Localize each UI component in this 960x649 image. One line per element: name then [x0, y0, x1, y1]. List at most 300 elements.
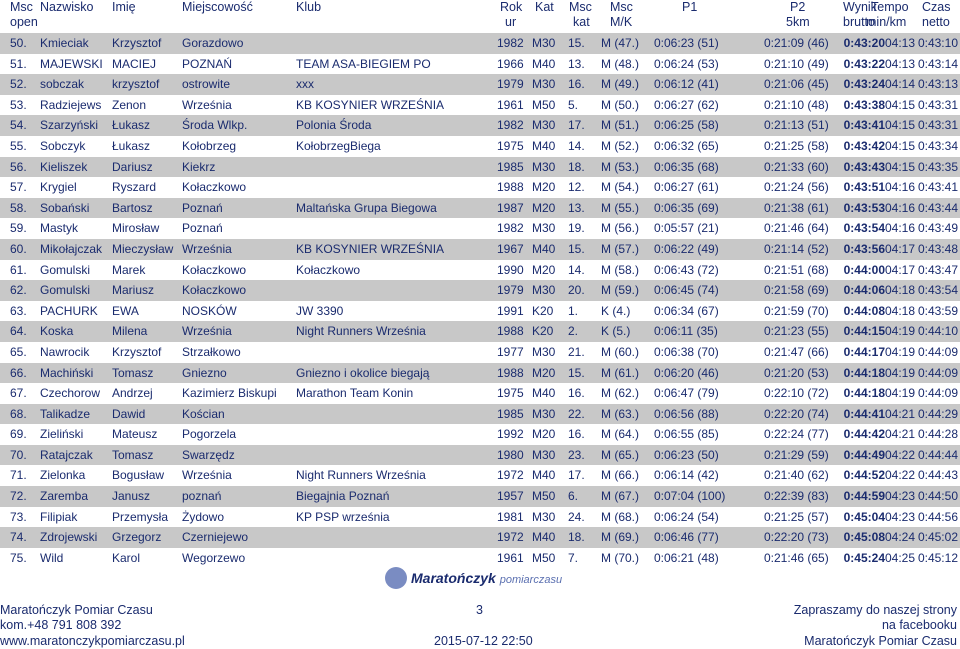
cell-pace: 04:16	[884, 221, 915, 236]
cell-split-p2: 0:22:39 (83)	[764, 489, 829, 504]
cell-surname: Mikołajczak	[40, 241, 103, 256]
cell-net-time: 0:43:35	[917, 159, 958, 174]
cell-net-time: 0:44:29	[917, 406, 958, 421]
cell-place: 73.	[10, 509, 27, 524]
cell-city: POZNAŃ	[182, 56, 233, 71]
table-row	[0, 383, 960, 404]
cell-club: JW 3390	[296, 303, 344, 318]
cell-split-p1: 0:06:32 (65)	[654, 138, 719, 153]
footer-facebook: na facebooku	[881, 618, 957, 632]
cell-gender-place: M (51.)	[601, 118, 640, 133]
cell-first-name: Tomasz	[112, 447, 154, 462]
cell-first-name: EWA	[112, 303, 139, 318]
cell-gross-time: 0:45:04	[843, 509, 885, 524]
table-row	[0, 218, 960, 239]
cell-pace: 04:17	[884, 241, 915, 256]
cell-first-name: Bartosz	[112, 200, 153, 215]
cell-category-place: 18.	[568, 530, 585, 545]
cell-gender-place: M (64.)	[601, 427, 640, 442]
cell-category-place: 20.	[568, 283, 585, 298]
cell-gender-place: M (47.)	[601, 36, 640, 50]
cell-split-p1: 0:06:27 (62)	[654, 97, 719, 112]
cell-birth-year: 1988	[497, 180, 524, 195]
cell-split-p2: 0:21:24 (56)	[764, 180, 829, 195]
cell-gender-place: M (60.)	[601, 344, 640, 359]
header-nazwisko: Nazwisko	[40, 0, 94, 14]
cell-split-p2: 0:21:46 (64)	[764, 221, 829, 236]
cell-gross-time: 0:44:42	[843, 427, 885, 442]
cell-category-place: 15.	[568, 241, 585, 256]
cell-split-p1: 0:06:45 (74)	[654, 283, 719, 298]
cell-split-p1: 0:06:24 (54)	[654, 509, 719, 524]
cell-surname: Gomulski	[40, 283, 91, 298]
header-netto: netto	[922, 15, 950, 29]
cell-gross-time: 0:43:38	[843, 97, 885, 112]
cell-pace: 04:25	[884, 550, 915, 565]
cell-city: Kołaczkowo	[182, 262, 247, 277]
cell-first-name: Przemysła	[112, 509, 169, 524]
cell-first-name: krzysztof	[112, 77, 160, 92]
cell-gender-place: M (69.)	[601, 530, 640, 545]
cell-category-place: 14.	[568, 262, 585, 277]
cell-gender-place: M (57.)	[601, 241, 640, 256]
cell-birth-year: 1988	[497, 324, 524, 339]
cell-gross-time: 0:43:43	[843, 159, 885, 174]
cell-split-p1: 0:06:35 (68)	[654, 159, 719, 174]
cell-birth-year: 1991	[497, 303, 524, 318]
cell-split-p1: 0:06:12 (41)	[654, 77, 719, 92]
cell-birth-year: 1987	[497, 200, 524, 215]
cell-gross-time: 0:44:00	[843, 262, 885, 277]
stopwatch-icon	[385, 567, 407, 589]
table-row	[0, 95, 960, 116]
cell-place: 53.	[10, 97, 27, 112]
cell-place: 59.	[10, 221, 27, 236]
cell-pace: 04:15	[884, 159, 915, 174]
cell-club: Polonia Środa	[296, 118, 372, 133]
cell-city: NOSKÓW	[182, 303, 237, 318]
cell-gross-time: 0:43:42	[843, 138, 885, 153]
header-miejscowosc: Miejscowość	[182, 0, 253, 14]
cell-gross-time: 0:45:08	[843, 530, 885, 545]
cell-club: Biegajnia Poznań	[296, 489, 390, 504]
cell-city: Strzałkowo	[182, 344, 241, 359]
table-row	[0, 342, 960, 363]
cell-net-time: 0:44:44	[917, 447, 958, 462]
cell-net-time: 0:44:09	[917, 344, 958, 359]
header-msc-mk: Msc	[610, 0, 633, 14]
cell-gross-time: 0:44:18	[843, 365, 885, 380]
cell-category: M40	[532, 241, 556, 256]
cell-city: Kołaczkowo	[182, 283, 247, 298]
cell-gender-place: M (56.)	[601, 221, 640, 236]
cell-birth-year: 1982	[497, 36, 524, 50]
cell-pace: 04:19	[884, 365, 915, 380]
cell-gender-place: M (61.)	[601, 365, 640, 380]
cell-city: Żydowo	[182, 509, 225, 524]
cell-birth-year: 1985	[497, 159, 524, 174]
cell-birth-year: 1966	[497, 56, 524, 71]
cell-net-time: 0:45:02	[917, 530, 958, 545]
cell-birth-year: 1972	[497, 530, 524, 545]
cell-net-time: 0:43:41	[917, 180, 958, 195]
cell-gross-time: 0:44:08	[843, 303, 885, 318]
cell-surname: MAJEWSKI	[40, 56, 103, 71]
cell-pace: 04:16	[884, 180, 915, 195]
header-mk: M/K	[610, 15, 633, 29]
cell-gross-time: 0:44:49	[843, 447, 885, 462]
cell-club: KB KOSYNIER WRZEŚNIA	[296, 241, 445, 256]
cell-category: K20	[532, 324, 554, 339]
table-row	[0, 74, 960, 95]
cell-category-place: 17.	[568, 118, 585, 133]
cell-category-place: 13.	[568, 56, 585, 71]
cell-birth-year: 1985	[497, 406, 524, 421]
cell-birth-year: 1972	[497, 468, 524, 483]
cell-surname: Machiński	[40, 365, 94, 380]
cell-split-p2: 0:21:20 (53)	[764, 365, 829, 380]
cell-net-time: 0:43:59	[917, 303, 958, 318]
footer-website-link[interactable]: www.maratonczykpomiarczasu.pl	[0, 634, 185, 648]
cell-place: 69.	[10, 427, 27, 442]
cell-first-name: Krzysztof	[112, 344, 162, 359]
cell-birth-year: 1981	[497, 509, 524, 524]
cell-club: Maltańska Grupa Biegowa	[296, 200, 437, 215]
cell-first-name: Dawid	[112, 406, 146, 421]
table-row	[0, 198, 960, 219]
cell-gender-place: K (5.)	[601, 324, 631, 339]
cell-category-place: 14.	[568, 138, 585, 153]
cell-city: Września	[182, 97, 232, 112]
cell-club: Night Runners Września	[296, 468, 426, 483]
cell-birth-year: 1957	[497, 489, 524, 504]
cell-place: 51.	[10, 56, 27, 71]
cell-split-p2: 0:22:10 (72)	[764, 386, 829, 401]
cell-split-p1: 0:06:24 (53)	[654, 56, 719, 71]
cell-surname: Koska	[40, 324, 74, 339]
cell-category-place: 16.	[568, 386, 585, 401]
header-msc-kat: Msc	[569, 0, 592, 14]
table-row	[0, 527, 960, 548]
cell-split-p1: 0:06:38 (70)	[654, 344, 719, 359]
cell-place: 68.	[10, 406, 27, 421]
cell-surname: Krygiel	[40, 180, 77, 195]
cell-city: Kiekrz	[182, 159, 216, 174]
cell-first-name: Milena	[112, 324, 148, 339]
cell-gender-place: M (54.)	[601, 180, 640, 195]
cell-pace: 04:23	[884, 509, 915, 524]
cell-gross-time: 0:44:15	[843, 324, 885, 339]
cell-pace: 04:22	[884, 468, 915, 483]
cell-city: Poznań	[182, 221, 223, 236]
footer-company: Maratończyk Pomiar Czasu	[0, 603, 153, 617]
cell-category-place: 6.	[568, 489, 579, 504]
cell-place: 75.	[10, 550, 27, 565]
cell-gender-place: M (50.)	[601, 97, 640, 112]
cell-first-name: Łukasz	[112, 118, 151, 133]
cell-gross-time: 0:43:41	[843, 118, 885, 133]
cell-club: KołobrzegBiega	[296, 138, 381, 153]
cell-club: KP PSP września	[296, 509, 390, 524]
table-row	[0, 363, 960, 384]
cell-surname: PACHURK	[40, 303, 98, 318]
cell-city: Gorazdowo	[182, 36, 244, 50]
cell-category-place: 2.	[568, 324, 579, 339]
cell-split-p1: 0:06:46 (77)	[654, 530, 719, 545]
cell-split-p1: 0:06:14 (42)	[654, 468, 719, 483]
logo-sub: pomiarczasu	[499, 574, 563, 586]
cell-gender-place: M (66.)	[601, 468, 640, 483]
cell-club: TEAM ASA-BIEGIEM PO	[296, 56, 431, 71]
cell-city: Kołaczkowo	[182, 180, 247, 195]
cell-gender-place: M (55.)	[601, 200, 640, 215]
cell-split-p2: 0:21:06 (45)	[764, 77, 829, 92]
cell-split-p1: 0:06:23 (50)	[654, 447, 719, 462]
cell-split-p1: 0:06:25 (58)	[654, 118, 719, 133]
cell-net-time: 0:45:12	[917, 550, 958, 565]
cell-birth-year: 1992	[497, 427, 524, 442]
header-5km: 5km	[786, 15, 810, 29]
cell-gender-place: K (4.)	[601, 303, 631, 318]
cell-category: M30	[532, 447, 556, 462]
cell-gender-place: M (52.)	[601, 138, 640, 153]
cell-place: 64.	[10, 324, 27, 339]
table-row	[0, 445, 960, 466]
cell-split-p2: 0:22:20 (74)	[764, 406, 829, 421]
cell-net-time: 0:44:56	[917, 509, 958, 524]
table-row	[0, 321, 960, 342]
cell-first-name: Mirosław	[112, 221, 160, 236]
cell-category: M20	[532, 180, 556, 195]
header-minkm: min/km	[866, 15, 907, 29]
cell-net-time: 0:43:31	[917, 97, 958, 112]
cell-place: 63.	[10, 303, 27, 318]
footer-invite: Zapraszamy do naszej strony	[793, 603, 957, 617]
cell-club: xxx	[296, 77, 314, 92]
table-row	[0, 301, 960, 322]
cell-split-p2: 0:21:13 (51)	[764, 118, 829, 133]
cell-net-time: 0:43:13	[917, 77, 958, 92]
cell-category: M20	[532, 427, 556, 442]
cell-split-p2: 0:21:25 (57)	[764, 509, 829, 524]
cell-birth-year: 1975	[497, 386, 524, 401]
cell-category: M30	[532, 406, 556, 421]
cell-category: M40	[532, 56, 556, 71]
cell-pace: 04:14	[884, 77, 915, 92]
cell-split-p1: 0:07:04 (100)	[654, 489, 726, 504]
cell-net-time: 0:43:47	[917, 262, 958, 277]
cell-split-p1: 0:06:27 (61)	[654, 180, 719, 195]
cell-split-p2: 0:22:24 (77)	[764, 427, 829, 442]
cell-pace: 04:23	[884, 489, 915, 504]
cell-category-place: 15.	[568, 36, 585, 50]
cell-place: 67.	[10, 386, 27, 401]
cell-surname: Nawrocik	[40, 344, 90, 359]
cell-first-name: Łukasz	[112, 138, 151, 153]
cell-split-p2: 0:21:14 (52)	[764, 241, 829, 256]
cell-club: Marathon Team Konin	[296, 386, 414, 401]
cell-category: M20	[532, 262, 556, 277]
header-p1: P1	[682, 0, 698, 14]
cell-category: M30	[532, 509, 556, 524]
cell-birth-year: 1975	[497, 138, 524, 153]
cell-net-time: 0:44:09	[917, 365, 958, 380]
cell-category-place: 15.	[568, 365, 585, 380]
cell-city: Wegorzewo	[182, 550, 246, 565]
cell-pace: 04:21	[884, 406, 915, 421]
cell-place: 57.	[10, 180, 27, 195]
cell-place: 54.	[10, 118, 27, 133]
cell-place: 60.	[10, 241, 27, 256]
cell-first-name: Mieczysław	[112, 241, 174, 256]
cell-category: M40	[532, 530, 556, 545]
cell-gross-time: 0:43:53	[843, 200, 885, 215]
cell-split-p1: 0:06:47 (79)	[654, 386, 719, 401]
cell-category-place: 17.	[568, 468, 585, 483]
cell-place: 65.	[10, 344, 27, 359]
cell-category: M30	[532, 77, 556, 92]
cell-first-name: Tomasz	[112, 365, 154, 380]
cell-split-p2: 0:22:20 (73)	[764, 530, 829, 545]
table-header	[0, 0, 960, 32]
header-klub: Klub	[296, 0, 322, 14]
cell-surname: Zdrojewski	[40, 530, 98, 545]
cell-net-time: 0:43:10	[917, 36, 958, 50]
table-row	[0, 507, 960, 528]
cell-split-p1: 0:06:56 (88)	[654, 406, 719, 421]
cell-place: 71.	[10, 468, 27, 483]
cell-city: Pogorzela	[182, 427, 237, 442]
cell-first-name: Grzegorz	[112, 530, 162, 545]
cell-net-time: 0:44:09	[917, 386, 958, 401]
cell-surname: sobczak	[40, 77, 85, 92]
cell-gender-place: M (68.)	[601, 509, 640, 524]
cell-birth-year: 1977	[497, 344, 524, 359]
cell-first-name: Dariusz	[112, 159, 153, 174]
cell-first-name: Marek	[112, 262, 146, 277]
cell-birth-year: 1982	[497, 118, 524, 133]
header-rok: Rok	[500, 0, 523, 14]
cell-gross-time: 0:44:06	[843, 283, 885, 298]
cell-category-place: 12.	[568, 180, 585, 195]
results-table	[0, 33, 960, 568]
cell-net-time: 0:43:48	[917, 241, 958, 256]
cell-split-p1: 0:06:23 (51)	[654, 36, 719, 50]
cell-net-time: 0:43:31	[917, 118, 958, 133]
cell-surname: Zielonka	[40, 468, 86, 483]
cell-category-place: 1.	[568, 303, 579, 318]
cell-pace: 04:19	[884, 344, 915, 359]
cell-surname: Szarzyński	[40, 118, 99, 133]
cell-surname: Filipiak	[40, 509, 78, 524]
cell-city: Września	[182, 468, 232, 483]
cell-surname: Kmieciak	[40, 36, 89, 50]
cell-birth-year: 1967	[497, 241, 524, 256]
cell-club: KB KOSYNIER WRZEŚNIA	[296, 97, 445, 112]
table-row	[0, 33, 960, 54]
cell-place: 62.	[10, 283, 27, 298]
cell-net-time: 0:44:50	[917, 489, 958, 504]
header-p2: P2	[790, 0, 806, 14]
header-tempo: Tempo	[871, 0, 909, 14]
cell-surname: Sobański	[40, 200, 90, 215]
cell-first-name: Karol	[112, 550, 141, 565]
cell-gender-place: M (48.)	[601, 56, 640, 71]
header-msc: Msc	[10, 0, 33, 14]
cell-split-p2: 0:21:59 (70)	[764, 303, 829, 318]
page-number: 3	[476, 603, 483, 617]
table-row	[0, 136, 960, 157]
table-row	[0, 260, 960, 281]
cell-place: 72.	[10, 489, 27, 504]
cell-surname: Gomulski	[40, 262, 91, 277]
cell-gross-time: 0:45:24	[843, 550, 885, 565]
cell-net-time: 0:43:49	[917, 221, 958, 236]
cell-split-p2: 0:21:23 (55)	[764, 324, 829, 339]
cell-first-name: Andrzej	[112, 386, 153, 401]
cell-birth-year: 1982	[497, 221, 524, 236]
cell-surname: Radziejews	[40, 97, 102, 112]
cell-gender-place: M (58.)	[601, 262, 640, 277]
logo	[385, 567, 575, 589]
cell-category-place: 13.	[568, 200, 585, 215]
cell-city: Poznań	[182, 200, 223, 215]
cell-pace: 04:19	[884, 386, 915, 401]
cell-gross-time: 0:43:54	[843, 221, 885, 236]
cell-first-name: Janusz	[112, 489, 151, 504]
cell-split-p2: 0:21:25 (58)	[764, 138, 829, 153]
cell-place: 55.	[10, 138, 27, 153]
cell-category-place: 23.	[568, 447, 585, 462]
cell-city: ostrowite	[182, 77, 231, 92]
cell-split-p1: 0:06:43 (72)	[654, 262, 719, 277]
cell-surname: Mastyk	[40, 221, 79, 236]
cell-first-name: Mariusz	[112, 283, 155, 298]
cell-net-time: 0:44:10	[917, 324, 958, 339]
cell-category: M30	[532, 344, 556, 359]
cell-category: M40	[532, 138, 556, 153]
cell-split-p2: 0:21:10 (49)	[764, 56, 829, 71]
cell-club: Kołaczkowo	[296, 262, 361, 277]
cell-category: M30	[532, 221, 556, 236]
cell-city: Września	[182, 241, 232, 256]
cell-city: Kościan	[182, 406, 225, 421]
cell-place: 74.	[10, 530, 27, 545]
cell-birth-year: 1980	[497, 447, 524, 462]
cell-split-p1: 0:06:20 (46)	[654, 365, 719, 380]
cell-pace: 04:24	[884, 530, 915, 545]
cell-split-p2: 0:21:38 (61)	[764, 200, 829, 215]
cell-category-place: 24.	[568, 509, 585, 524]
cell-category: M20	[532, 365, 556, 380]
header-kat: Kat	[535, 0, 554, 14]
cell-split-p1: 0:06:11 (35)	[654, 324, 718, 339]
footer-phone: kom.+48 791 808 392	[0, 618, 122, 632]
cell-place: 70.	[10, 447, 27, 462]
cell-gross-time: 0:44:17	[843, 344, 885, 359]
cell-first-name: Ryszard	[112, 180, 157, 195]
cell-category-place: 16.	[568, 77, 585, 92]
cell-city: poznań	[182, 489, 222, 504]
cell-surname: Kieliszek	[40, 159, 88, 174]
cell-city: Czerniejewo	[182, 530, 249, 545]
table-row	[0, 177, 960, 198]
table-row	[0, 404, 960, 425]
cell-pace: 04:13	[884, 36, 915, 50]
cell-category: M30	[532, 36, 556, 50]
cell-birth-year: 1961	[497, 97, 524, 112]
cell-city: Swarzędz	[182, 447, 235, 462]
